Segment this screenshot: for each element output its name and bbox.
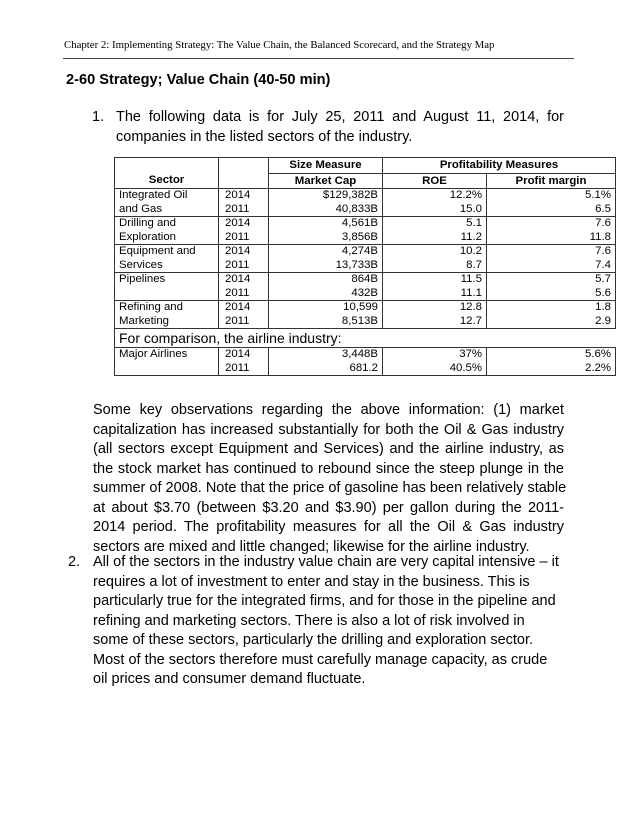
market-cap-cell: 864B 432B	[269, 273, 383, 301]
market-cap-cell: 4,561B 3,856B	[269, 217, 383, 245]
sector-column-header: Sector	[115, 173, 219, 189]
table-header-empty	[115, 158, 219, 174]
table-row	[115, 273, 616, 301]
roe-cell: 37% 40.5%	[383, 348, 487, 376]
item-2-line: some of these sectors, particularly the drilling and exploration sector.	[93, 632, 534, 648]
item-2-line: Most of the sectors therefore must carefully manage capacity, as crude	[93, 651, 548, 668]
table-row	[115, 348, 616, 376]
year-cell: 2014 2011	[219, 273, 269, 301]
year-cell: 2014 2011	[219, 189, 269, 217]
profit-margin-cell: 7.6 7.4	[487, 245, 616, 273]
observations-paragraph	[93, 401, 567, 557]
item-2-line: particularly true for the integrated firms, and for those in the pipeline and	[93, 593, 556, 609]
profit-margin-cell: 5.6% 2.2%	[487, 348, 616, 376]
observation-line: capitalization has increased substantially for both the Oil & Gas industry	[93, 421, 564, 438]
item-1-text	[116, 108, 564, 147]
table-group-header-row	[115, 158, 616, 174]
market-cap-cell: $129,382B 40,833B	[269, 189, 383, 217]
table-header-empty	[219, 158, 269, 174]
comparison-label: For comparison, the airline industry:	[115, 329, 616, 348]
item-2-line: requires a lot of investment to enter and stay in the business. This is	[93, 573, 530, 590]
profitability-measures-header: Profitability Measures	[383, 158, 616, 174]
year-cell: 2014 2011	[219, 301, 269, 329]
roe-cell: 11.5 11.1	[383, 273, 487, 301]
market-cap-column-header: Market Cap	[269, 173, 383, 189]
profit-margin-cell: 7.6 11.8	[487, 217, 616, 245]
observation-line: at about $3.70 (between $3.20 and $3.90) per gallon during the 2011-	[93, 499, 564, 516]
profit-margin-cell: 5.7 5.6	[487, 273, 616, 301]
table-row	[115, 301, 616, 329]
size-measure-header: Size Measure	[269, 158, 383, 174]
sector-cell: Drilling and Exploration	[115, 217, 219, 245]
sector-cell: Equipment and Services	[115, 245, 219, 273]
year-cell: 2014 2011	[219, 245, 269, 273]
year-column-header	[219, 173, 269, 189]
item-2-line: All of the sectors in the industry value chain are very capital intensive – it	[93, 554, 559, 570]
sector-cell: Pipelines	[115, 273, 219, 301]
observation-line: the stock market has continued to rebound since the steep plunge in the	[93, 460, 564, 477]
sector-cell: Integrated Oil and Gas	[115, 189, 219, 217]
sector-cell: Refining and Marketing	[115, 301, 219, 329]
item-2-number: 2.	[68, 554, 81, 570]
profit-margin-cell: 1.8 2.9	[487, 301, 616, 329]
section-heading: 2-60 Strategy; Value Chain (40-50 min)	[66, 72, 331, 88]
comparison-label-row	[115, 329, 616, 348]
item-1-line: The following data is for July 25, 2011 and August 11, 2014, for	[116, 109, 564, 125]
market-cap-cell: 3,448B 681.2	[269, 348, 383, 376]
observation-line: 2014 period. The profitability measures for all the Oil & Gas industry	[93, 519, 564, 535]
roe-column-header: ROE	[383, 173, 487, 189]
profit-margin-cell: 5.1% 6.5	[487, 189, 616, 217]
sector-cell: Major Airlines	[115, 348, 219, 376]
item-1-line: companies in the listed sectors of the industry.	[116, 128, 413, 145]
year-cell: 2014 2011	[219, 217, 269, 245]
roe-cell: 10.2 8.7	[383, 245, 487, 273]
item-2-text	[93, 553, 565, 690]
roe-cell: 5.1 11.2	[383, 217, 487, 245]
item-1-number: 1.	[92, 109, 105, 125]
sector-data-table	[114, 157, 616, 376]
table-column-header-row	[115, 173, 616, 189]
header-rule	[63, 58, 574, 59]
item-2-line: refining and marketing sectors. There is also a lot of risk involved in	[93, 612, 525, 629]
roe-cell: 12.8 12.7	[383, 301, 487, 329]
year-cell: 2014 2011	[219, 348, 269, 376]
observation-line: Some key observations regarding the above information: (1) market	[93, 402, 564, 418]
table-row	[115, 189, 616, 217]
market-cap-cell: 4,274B 13,733B	[269, 245, 383, 273]
profit-margin-column-header: Profit margin	[487, 173, 616, 189]
table-row	[115, 217, 616, 245]
observation-line: sectors are mixed and little changed; likewise for the airline industry.	[93, 538, 530, 555]
item-2-line: oil prices and consumer demand fluctuate.	[93, 671, 366, 687]
roe-cell: 12.2% 15.0	[383, 189, 487, 217]
observation-line: (all sectors except Equipment and Services) and the airline industry, as	[93, 441, 564, 457]
running-header: Chapter 2: Implementing Strategy: The Value Chain, the Balanced Scorecard, and the Strategy Map	[64, 39, 495, 51]
observation-line: summer of 2008. Note that the price of gasoline has been relatively stable	[93, 480, 567, 496]
table-row	[115, 245, 616, 273]
market-cap-cell: 10,599 8,513B	[269, 301, 383, 329]
